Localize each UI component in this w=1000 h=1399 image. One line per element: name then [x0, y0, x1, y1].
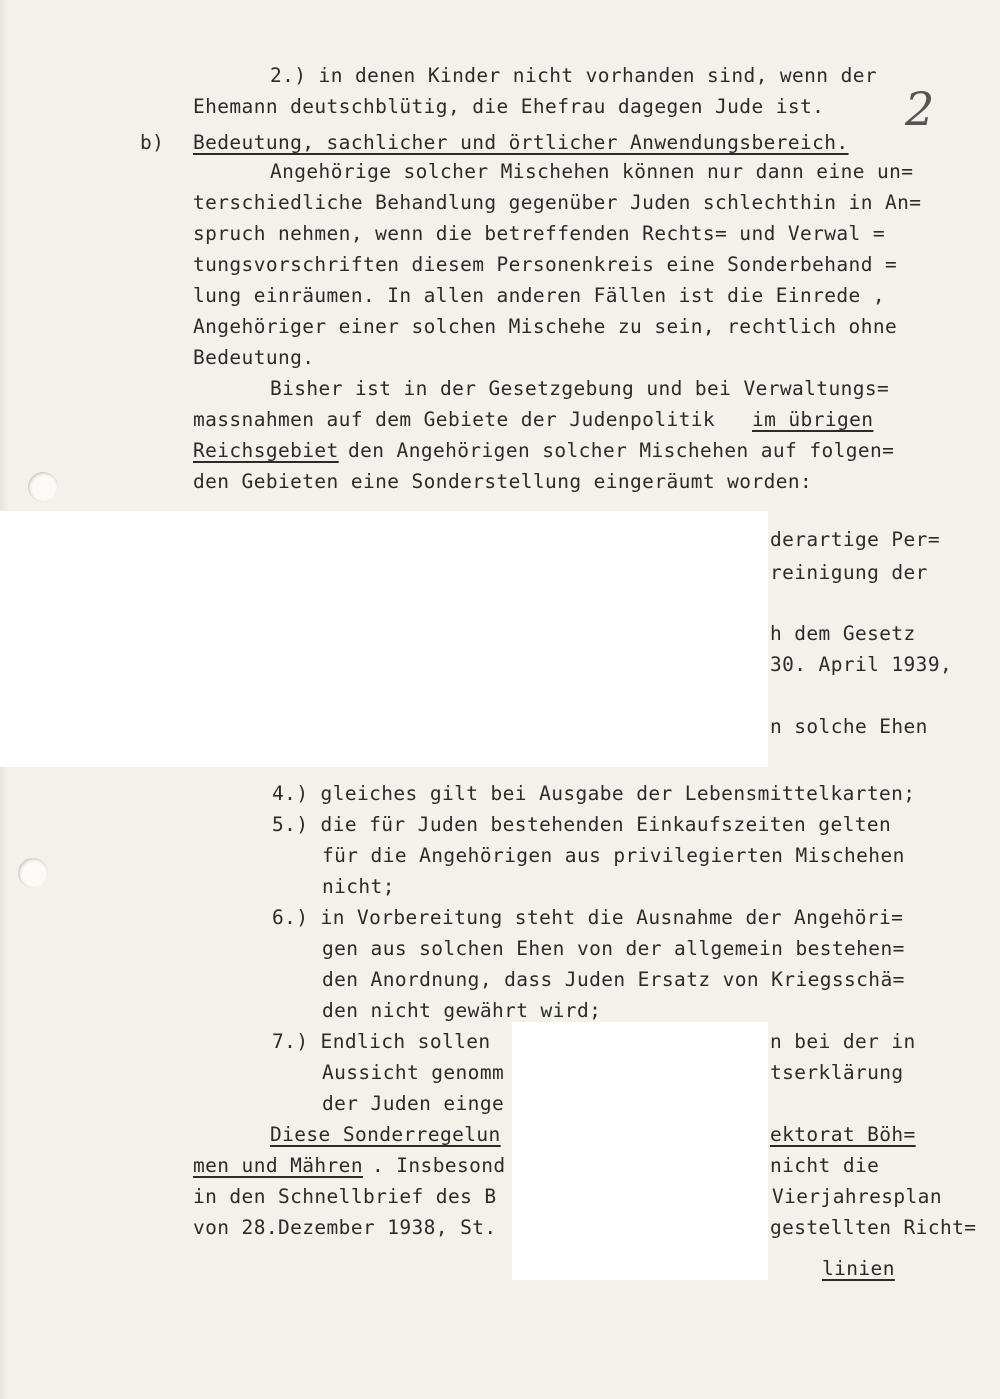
punch-hole: [18, 858, 48, 888]
text-line: Angehörige solcher Mischehen können nur dann eine un=: [270, 160, 914, 183]
text-line: 5.) die für Juden bestehenden Einkaufszeiten gelten: [272, 813, 892, 836]
text-line: n solche Ehen: [770, 715, 928, 738]
text-line: Ehemann deutschblütig, die Ehefrau dagegen Jude ist.: [193, 95, 825, 118]
text-line: Diese Sonderregelun: [270, 1123, 501, 1146]
text-line: tungsvorschriften diesem Personenkreis eine Sonderbehand =: [193, 253, 898, 276]
text-line: nicht die: [770, 1154, 880, 1177]
text-line: Angehöriger einer solchen Mischehe zu sein, rechtlich ohne: [193, 315, 898, 338]
text-line: gestellten Richt=: [770, 1216, 977, 1239]
text-line: für die Angehörigen aus privilegierten Mischehen: [322, 844, 905, 867]
text-line: gen aus solchen Ehen von der allgemein bestehen=: [322, 937, 905, 960]
text-line: Aussicht genomm: [322, 1061, 505, 1084]
text-line: linien: [822, 1257, 895, 1280]
text-line: von 28.Dezember 1938, St.: [193, 1216, 497, 1239]
text-line: lung einräumen. In allen anderen Fällen ist die Einrede ,: [193, 284, 885, 307]
text-line: den Angehörigen solcher Mischehen auf folgen=: [348, 439, 895, 462]
text-line: Bisher ist in der Gesetzgebung und bei Verwaltungs=: [270, 377, 890, 400]
text-line: 2.) in denen Kinder nicht vorhanden sind, wenn der: [270, 64, 877, 87]
text-line: Bedeutung.: [193, 346, 315, 369]
text-line: men und Mähren: [193, 1154, 363, 1177]
text-line: den nicht gewährt wird;: [322, 999, 602, 1022]
text-line: terschiedliche Behandlung gegenüber Juden schlechthin in An=: [193, 191, 922, 214]
redaction-box: [512, 1022, 768, 1280]
text-line: tserklärung: [770, 1061, 904, 1084]
text-line: n bei der in: [770, 1030, 916, 1053]
text-line: in den Schnellbrief des B: [193, 1185, 497, 1208]
text-line: . Insbesond: [372, 1154, 506, 1177]
text-line: h dem Gesetz: [770, 622, 916, 645]
text-line: reinigung der: [770, 561, 928, 584]
text-line: 4.) gleiches gilt bei Ausgabe der Lebensmittelkarten;: [272, 782, 916, 805]
text-line: Bedeutung, sachlicher und örtlicher Anwendungsbereich.: [193, 131, 849, 154]
text-line: 7.) Endlich sollen: [272, 1030, 491, 1053]
punch-hole: [28, 472, 58, 502]
text-line: 6.) in Vorbereitung steht die Ausnahme der Angehöri=: [272, 906, 904, 929]
redaction-box: [0, 511, 768, 767]
text-line: 30. April 1939,: [770, 653, 953, 676]
text-line: spruch nehmen, wenn die betreffenden Rechts= und Verwal =: [193, 222, 885, 245]
text-line: derartige Per=: [770, 528, 940, 551]
text-line: den Gebieten eine Sonderstellung eingeräumt worden:: [193, 470, 813, 493]
text-line: nicht;: [322, 875, 395, 898]
text-line: im übrigen: [752, 408, 874, 431]
text-line: b): [140, 131, 165, 154]
text-line: Reichsgebiet: [193, 439, 339, 462]
text-line: Vierjahresplan: [772, 1185, 942, 1208]
page-number-mark: 2: [905, 82, 935, 136]
text-line: den Anordnung, dass Juden Ersatz von Kriegsschä=: [322, 968, 905, 991]
text-line: der Juden einge: [322, 1092, 505, 1115]
text-line: ektorat Böh=: [770, 1123, 916, 1146]
text-line: massnahmen auf dem Gebiete der Judenpolitik: [193, 408, 716, 431]
